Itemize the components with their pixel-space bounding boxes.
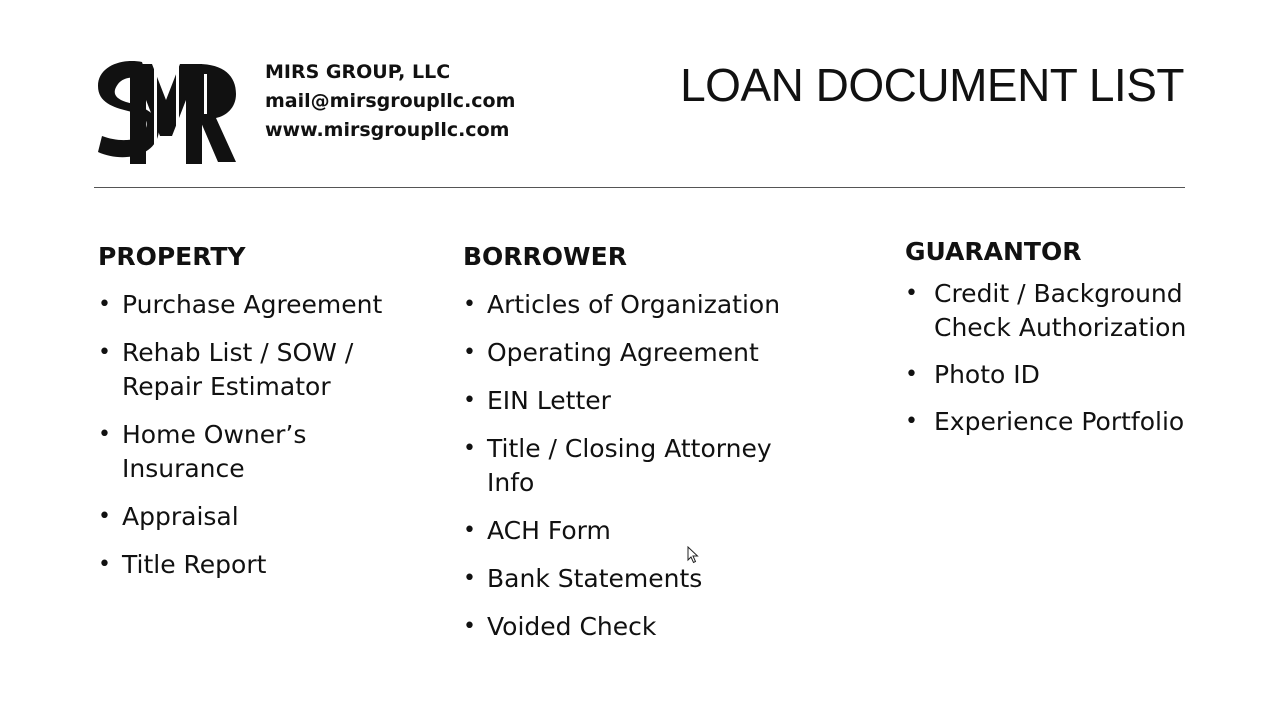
borrower-list (463, 288, 823, 644)
property-section (98, 240, 428, 596)
list-item: • Rehab List / SOW / Repair Estimator (98, 338, 354, 401)
borrower-section (463, 240, 823, 658)
company-logo (92, 56, 238, 168)
company-website: www.mirsgroupllc.com (265, 119, 510, 141)
guarantor-heading: GUARANTOR (905, 237, 1082, 266)
bullet-icon: • (463, 436, 476, 461)
list-item: • Experience Portfolio (905, 405, 1245, 439)
bullet-icon: • (463, 518, 476, 543)
property-list (98, 288, 428, 582)
list-item: • Title Report (98, 548, 428, 582)
bullet-icon: • (98, 340, 111, 365)
guarantor-section (905, 235, 1245, 452)
bullet-icon: • (463, 292, 476, 317)
borrower-heading: BORROWER (463, 242, 627, 271)
bullet-icon: • (463, 388, 476, 413)
company-email: mail@mirsgroupllc.com (265, 90, 516, 112)
company-info (265, 58, 515, 145)
list-item: • EIN Letter (463, 384, 823, 418)
list-item: • Articles of Organization (463, 288, 823, 322)
list-item: • Purchase Agreement (98, 288, 428, 322)
header-divider (94, 187, 1185, 188)
list-item: • Title / Closing Attorney Info (463, 434, 772, 497)
mouse-cursor-icon (687, 546, 699, 564)
bullet-icon: • (905, 362, 918, 387)
bullet-icon: • (98, 552, 111, 577)
list-item: • Bank Statements (463, 562, 823, 596)
list-item: • Voided Check (463, 610, 823, 644)
bullet-icon: • (98, 292, 111, 317)
mirs-monogram-icon (92, 56, 238, 168)
bullet-icon: • (905, 281, 918, 306)
list-item: • ACH Form (463, 514, 823, 548)
bullet-icon: • (463, 614, 476, 639)
company-name: MIRS GROUP, LLC (265, 61, 451, 83)
bullet-icon: • (98, 422, 111, 447)
list-item: • Appraisal (98, 500, 428, 534)
bullet-icon: • (463, 566, 476, 591)
bullet-icon: • (98, 504, 111, 529)
list-item: • Credit / Background Check Authorization (905, 279, 1187, 342)
list-item: • Home Owner’s Insurance (98, 420, 307, 483)
list-item: • Photo ID (905, 358, 1245, 392)
page-title: LOAN DOCUMENT LIST (680, 59, 1184, 111)
bullet-icon: • (905, 409, 918, 434)
guarantor-list (905, 277, 1245, 439)
bullet-icon: • (463, 340, 476, 365)
property-heading: PROPERTY (98, 242, 246, 271)
list-item: • Operating Agreement (463, 336, 823, 370)
